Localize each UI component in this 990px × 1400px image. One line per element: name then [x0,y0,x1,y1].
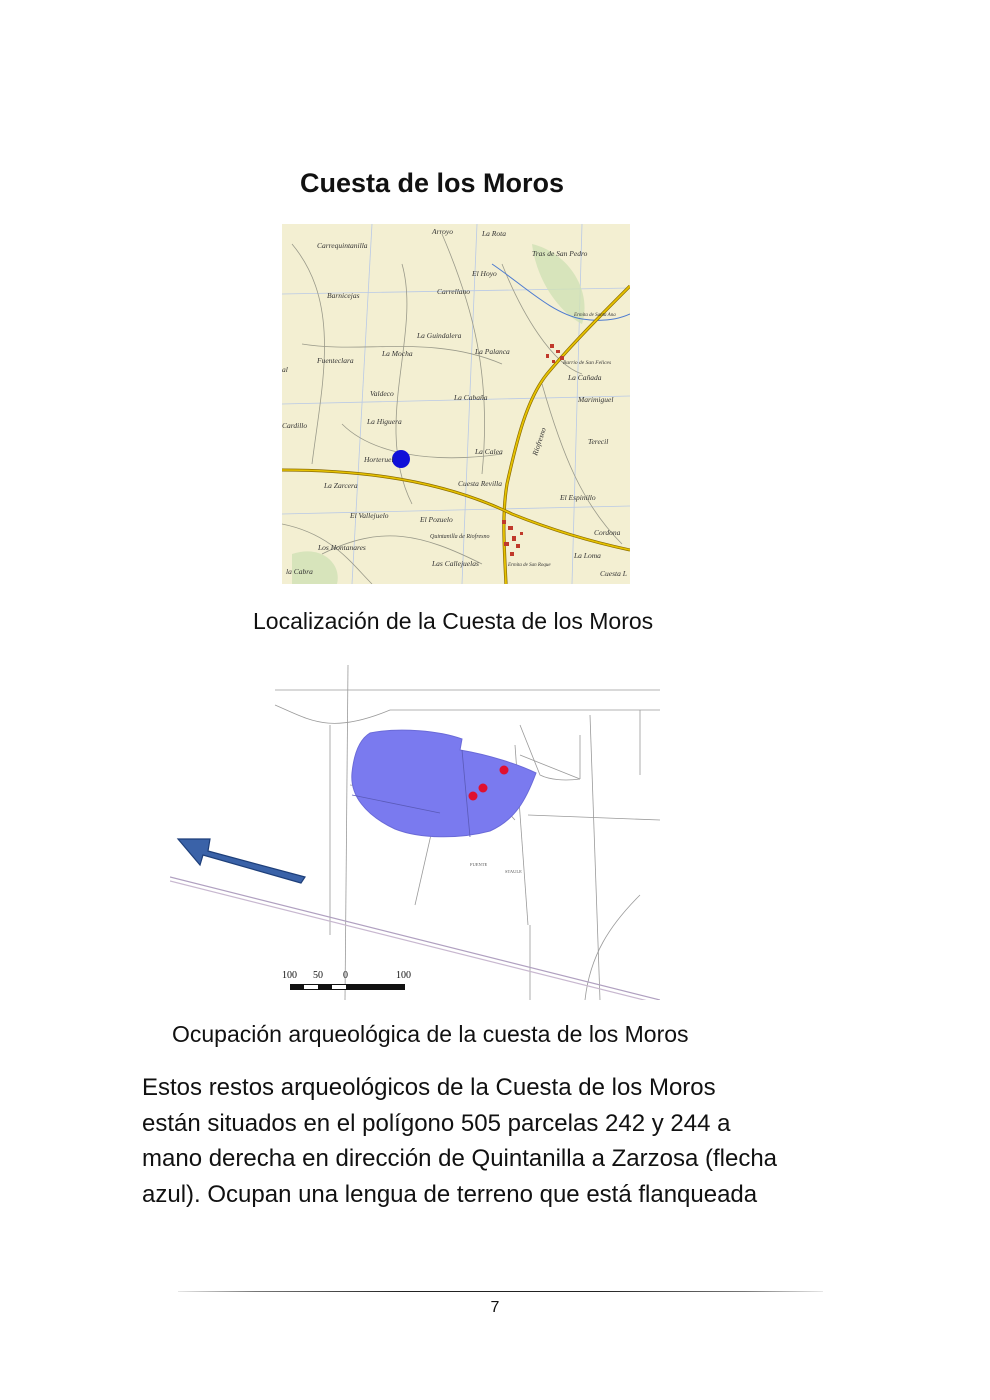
site-dot-1 [500,766,509,775]
topo-background [282,224,630,584]
topographic-map [282,224,630,584]
paragraph-line-4: azul). Ocupan una lengua de terreno que está flanqueada [142,1180,758,1208]
site-location-marker [392,450,410,468]
label-cuesta-l: Cuesta L [600,569,627,578]
cadastral-map [170,655,660,1000]
label-el-espinillo: El Espinillo [560,493,596,502]
label-carrellano: Carrellano [437,287,471,296]
page-title-text: Cuesta de los Moros [300,168,565,198]
scale-label-100-left: 100 [282,970,297,981]
label-barnicejas: Barnicejas [327,291,360,300]
label-cordona: Cordona [594,528,621,537]
label-fuenteclara: Fuenteclara [317,356,354,365]
cadastral-caption: Ocupación arqueológica de la cuesta de los Moros [172,1021,689,1047]
label-ermita-santa-ana: Ermita de Santa Ana [574,313,616,318]
label-tras-de-san-pedro: Tras de San Pedro [532,249,588,258]
map-caption: Localización de la Cuesta de los Moros [253,608,654,634]
label-terecil: Terecil [588,437,609,446]
label-cuesta-revilla: Cuesta Revilla [458,479,502,488]
label-staule: STAULE [505,869,522,874]
paragraph-line-2: están situados en el polígono 505 parcelas 242 y 244 a [142,1109,731,1137]
site-dot-3 [469,792,478,801]
label-la-mocha: La Mocha [382,349,413,358]
label-marimiguel: Marimiguel [578,395,614,404]
page-number: 7 [490,1299,500,1316]
label-fuente: FUENTE [470,862,488,867]
label-valdeco: Valdeco [370,389,394,398]
site-dot-2 [479,784,488,793]
label-la-cabana: La Cabaña [454,393,488,402]
archaeological-site-polygon [352,730,536,837]
label-el-pozuelo: El Pozuelo [420,515,453,524]
label-la-guindalera: La Guindalera [417,331,462,340]
scale-label-100-right: 100 [396,970,411,981]
label-horteruel: Horteruel [364,455,394,464]
label-las-callejuelas: Las Callejuelas [432,559,479,568]
label-el-vallejuelo: El Vallejuelo [350,511,389,520]
scale-label-0: 0 [343,970,348,981]
cadastral-road [170,877,660,1000]
body-paragraph [142,1070,862,1212]
cadastral-map-svg [170,655,660,1000]
footer-divider [178,1291,823,1292]
label-la-zarcera: La Zarcera [324,481,358,490]
label-quintanilla-riofresno: Quintanilla de Riofresno [430,534,490,540]
scale-bar [282,970,411,990]
label-la-rota: La Rota [482,229,506,238]
label-carrequintanilla: Carrequintanilla [317,241,368,250]
label-ermita-san-roque: Ermita de San Roque [508,563,551,568]
label-la-palanca: La Palanca [475,347,510,356]
label-la-canada: La Cañada [568,373,602,382]
label-el-hoyo: El Hoyo [472,269,497,278]
paragraph-line-1: Estos restos arqueológicos de la Cuesta de los Moros [142,1074,716,1101]
label-la-cabra: la Cabra [286,567,313,576]
label-la-calea: La Calea [475,447,503,456]
label-al: al [282,365,288,374]
label-riofresno: Riofresno [530,426,548,457]
label-arroyo: Arroyo [432,227,453,236]
label-la-higuera: La Higuera [367,417,402,426]
topographic-map-svg [282,224,630,584]
label-cardillo: Cardillo [282,421,308,430]
scale-label-50: 50 [313,970,323,981]
label-barrio-san-felices: Barrio de San Felices [563,360,612,366]
paragraph-line-3: mano derecha en dirección de Quintanilla a Zarzosa (flecha [142,1145,778,1172]
label-la-loma: La Loma [574,551,601,560]
label-los-hontanares: Los Hontanares [318,543,366,552]
direction-arrow-icon [178,839,305,883]
